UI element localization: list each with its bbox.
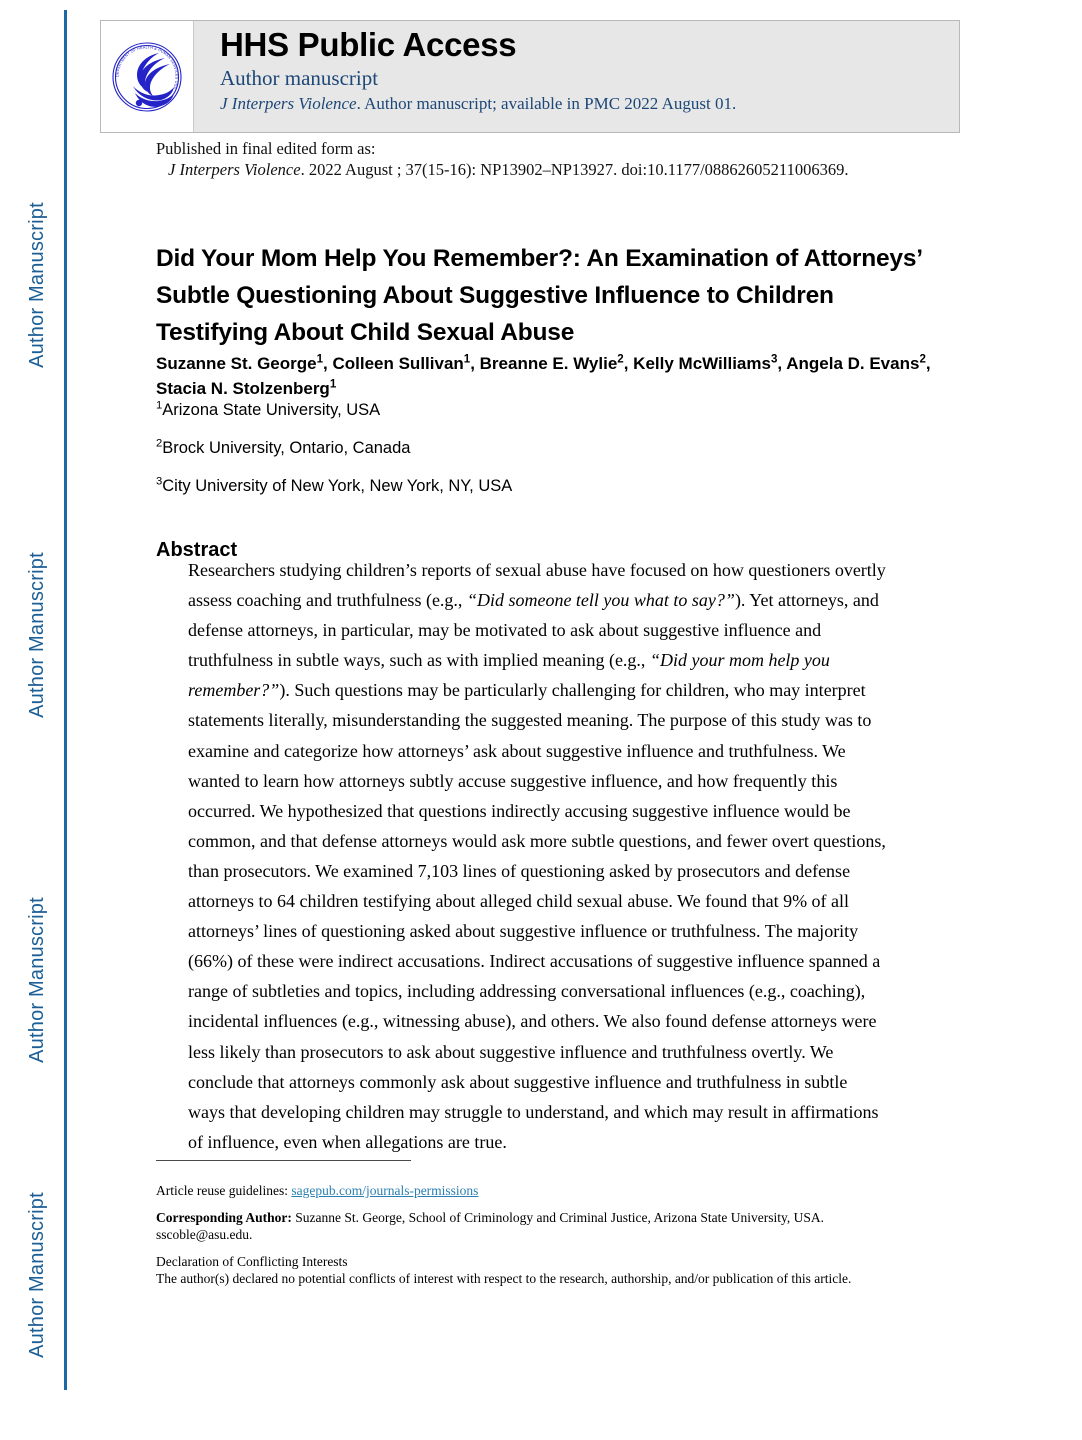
- author-affiliation-marker: 2: [919, 353, 926, 366]
- author-name: Breanne E. Wylie: [479, 354, 618, 373]
- author-name: Angela D. Evans: [786, 354, 920, 373]
- sidebar-label-author-manuscript: Author Manuscript: [26, 552, 48, 718]
- affiliation-text: Arizona State University, USA: [162, 401, 381, 419]
- sidebar-label-author-manuscript: Author Manuscript: [26, 1192, 48, 1358]
- corresponding-author-email: sscoble@asu.edu.: [156, 1227, 253, 1242]
- published-line-2: [156, 159, 1036, 180]
- abstract-quoted-question: “Did someone tell you what to say?”: [466, 590, 735, 611]
- affiliation-marker: 1: [156, 399, 163, 412]
- published-line-1: Published in final edited form as:: [156, 139, 376, 158]
- hhs-seal-icon: [101, 21, 194, 132]
- banner-citation: [220, 92, 959, 116]
- published-citation-block: [156, 138, 1036, 180]
- abstract-text-run: ). Yet attorneys, and defense attorneys, in particular, may be motivated to ask about suggestive influence and truthfulness in subtle ways, such as with implied meaning (e.g.,: [188, 590, 879, 671]
- hhs-public-access-banner: [100, 20, 960, 133]
- declaration-text: The author(s) declared no potential conflicts of interest with respect to the research, authorship, and/or publication of this article.: [156, 1271, 852, 1286]
- hhs-public-access-title: HHS Public Access: [220, 26, 517, 63]
- affiliation-item: [156, 439, 946, 458]
- abstract-quoted-question: “Did your mom help you remember?”: [188, 650, 830, 701]
- document-page: [96, 0, 1082, 1400]
- affiliation-item: [156, 401, 946, 420]
- affiliation-text: Brock University, Ontario, Canada: [162, 439, 411, 457]
- affiliation-text: City University of New York, New York, NY, USA: [162, 477, 513, 495]
- published-journal-name: J Interpers Violence: [168, 160, 301, 179]
- footnote-block: [156, 1182, 956, 1297]
- sidebar-label-author-manuscript: Author Manuscript: [26, 897, 48, 1063]
- svg-text:DEPARTMENT OF HEALTH & HUMAN S: DEPARTMENT OF HEALTH & HUMAN SERVICES USA: [115, 44, 179, 90]
- banner-citation-rest: . Author manuscript; available in PMC 2022 August 01.: [356, 94, 737, 113]
- banner-text-block: [194, 21, 959, 132]
- page-title: Did Your Mom Help You Remember?: An Examination of Attorneys’ Subtle Questioning About Suggestive Influence to Children Testifying About Child Sexual Abuse: [156, 245, 922, 347]
- sidebar-label-author-manuscript: Author Manuscript: [26, 202, 48, 368]
- sidebar-vertical-rule: [64, 10, 67, 1390]
- author-affiliation-marker: 2: [617, 353, 624, 366]
- abstract-text-run: ). Such questions may be particularly challenging for children, who may interpret statements literally, misunderstanding the suggested meaning. The purpose of this study was to examine and categorize how attorneys’ ask about suggestive influence and truthfulness. We wanted to learn how attorneys subtly accuse suggestive influence, and how frequently this occurred. We hypothesized that questions indirectly accusing suggestive influence would be common, and that defense attorneys would ask more subtle questions, and fewer overt questions, than prosecutors. We examined 7,103 lines of questioning asked by prosecutors and defense attorneys to 64 children testifying about alleged child sexual abuse. We found that 9% of all attorneys’ lines of questioning asked about suggestive influence or truthfulness. The majority (66%) of these were indirect accusations. Indirect accusations of suggestive influence spanned a range of subtleties and topics, including addressing conversational influences (e.g., coaching), incidental influences (e.g., witnessing abuse), and others. We also found defense attorneys were less likely than prosecutors to ask about suggestive influence and truthfulness overtly. We conclude that attorneys commonly ask about suggestive influence and truthfulness in subtle ways that developing children may struggle to understand, and which may result in affirmations of influence, even when allegations are true.: [188, 680, 886, 1152]
- abstract-heading: Abstract: [156, 538, 238, 561]
- author-name: Suzanne St. George: [156, 354, 317, 373]
- article-reuse-label: Article reuse guidelines:: [156, 1183, 292, 1198]
- author-affiliation-marker: 1: [463, 353, 471, 366]
- banner-citation-journal: J Interpers Violence: [220, 94, 357, 113]
- abstract-text-run: Researchers studying children’s reports of sexual abuse have focused on how questioners overtly assess coaching and truthfulness (e.g.,: [188, 560, 886, 611]
- declaration-heading: Declaration of Conflicting Interests: [156, 1253, 348, 1269]
- author-name: Colleen Sullivan: [332, 354, 464, 373]
- footnote-separator-rule: [156, 1160, 411, 1161]
- published-citation-rest: . 2022 August ; 37(15-16): NP13902–NP13927. doi:10.1177/08862605211006369.: [300, 160, 849, 179]
- author-affiliation-marker: 1: [316, 353, 324, 366]
- corresponding-author-row: [156, 1209, 956, 1244]
- author-name: Kelly McWilliams: [633, 354, 771, 373]
- affiliation-marker: 2: [156, 437, 163, 450]
- declaration-row: [156, 1253, 956, 1288]
- sagepub-permissions-link[interactable]: sagepub.com/journals-permissions: [291, 1183, 479, 1198]
- abstract-body: [188, 555, 888, 1157]
- author-manuscript-subtitle: Author manuscript: [220, 66, 379, 90]
- author-name: Stacia N. Stolzenberg: [156, 379, 330, 398]
- author-manuscript-sidebar: [0, 0, 96, 1400]
- affiliation-marker: 3: [156, 475, 163, 488]
- author-affiliation-marker: 3: [770, 353, 778, 366]
- corresponding-author-text: Suzanne St. George, School of Criminology and Criminal Justice, Arizona State University, USA.: [291, 1209, 824, 1225]
- author-affiliation-marker: 1: [329, 378, 337, 391]
- affiliation-list: [156, 401, 946, 515]
- corresponding-author-label: Corresponding Author:: [156, 1209, 292, 1225]
- affiliation-item: [156, 477, 946, 496]
- author-list: Suzanne St. George$^1$, Colleen Sullivan$^1$, Breanne E. Wylie$^2$, Kelly McWilliams$^3$, Angela D. Evans$^2$, Stacia N. Stolzenberg$^1$: [156, 353, 931, 398]
- article-reuse-row: [156, 1182, 956, 1200]
